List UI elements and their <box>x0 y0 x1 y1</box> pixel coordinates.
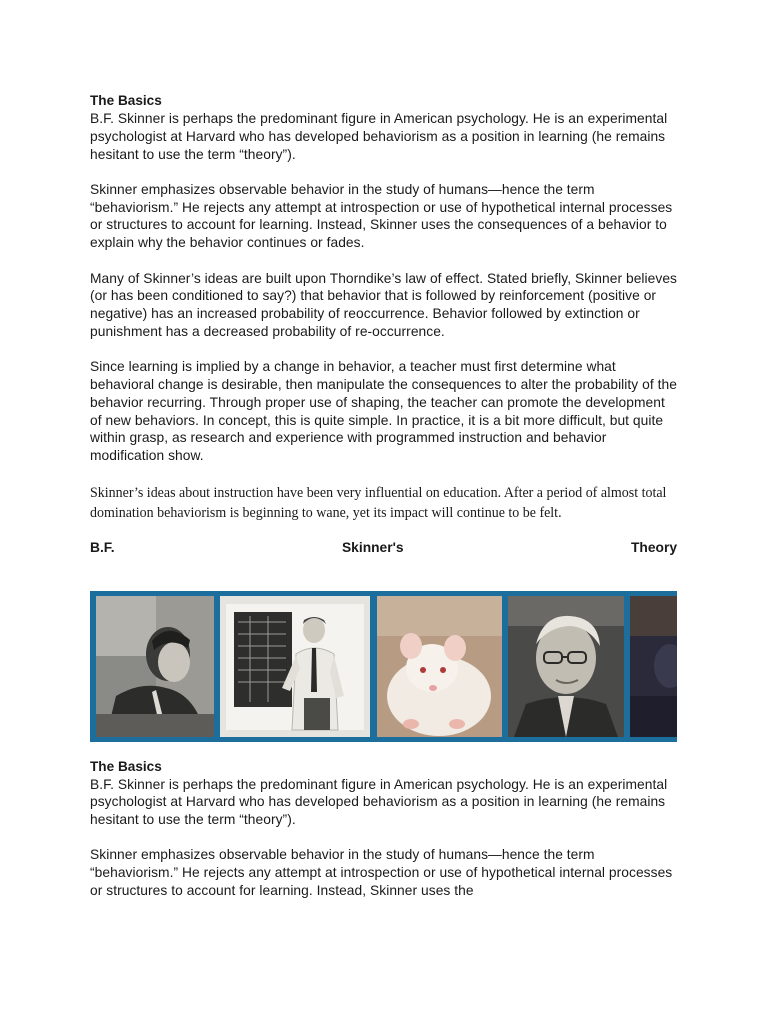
paragraph: Many of Skinner’s ideas are built upon Thorndike’s law of effect. Stated briefly, Skinner believes (or has been conditioned to say?) that behavior that is followed by reinforcement (positive or negative) has an increased probability of reoccurrence. Behavior followed by extinction or punishment has a decreased probability of re-occurrence. <box>90 270 677 339</box>
title-word-center: Skinner's <box>341 539 404 555</box>
paragraph: B.F. Skinner is perhaps the predominant figure in American psychology. He is an experimental psychologist at Harvard who has developed behaviorism as a position in learning (he remains hesitant to use the term “theory”). <box>90 776 668 828</box>
paragraph: Since learning is implied by a change in behavior, a teacher must first determine what behavioral change is desirable, then manipulate the consequences to alter the probability of the behavior recurring. Through proper use of shaping, the teacher can promote the development of new behaviors. In concept, this is quite simple. In practice, it is a bit more difficult, but quite within grasp, as research and experience with programmed instruction and behavior modification show. <box>90 359 677 464</box>
photo-white-rat <box>377 596 502 737</box>
paragraph: Skinner emphasizes observable behavior in the study of humans—hence the term “behaviorism.” He rejects any attempt at introspection or use of hypothetical internal processes or structures to account for learning. Instead, Skinner uses the <box>90 847 673 899</box>
title-word-left: B.F. <box>90 539 115 555</box>
photo-skinner-older <box>508 596 624 737</box>
document-page <box>90 92 680 917</box>
paragraph: B.F. Skinner is perhaps the predominant figure in American psychology. He is an experimental psychologist at Harvard who has developed behaviorism as a position in learning (he remains hesitant to use the term “theory”). <box>90 111 668 162</box>
photo-strip-banner <box>90 591 677 742</box>
title-word-right: Theory <box>631 539 677 555</box>
paragraph-serif: Skinner’s ideas about instruction have been very influential on education. After a period of almost total domination behaviorism is beginning to wane, yet its impact will continue to be felt. <box>90 484 667 521</box>
section-heading: The Basics <box>90 93 162 108</box>
photo-partial <box>630 596 677 737</box>
photo-skinner-chalkboard <box>220 596 370 737</box>
section-heading: The Basics <box>90 758 162 774</box>
photo-skinner-young <box>96 596 214 737</box>
title-row <box>90 539 677 557</box>
paragraph: Skinner emphasizes observable behavior in the study of humans—hence the term “behaviorism.” He rejects any attempt at introspection or use of hypothetical internal processes or structures to account for learning. Instead, Skinner uses the consequences of a behavior to explain why the behavior continues or fades. <box>90 181 673 251</box>
section-repeat <box>90 758 680 900</box>
